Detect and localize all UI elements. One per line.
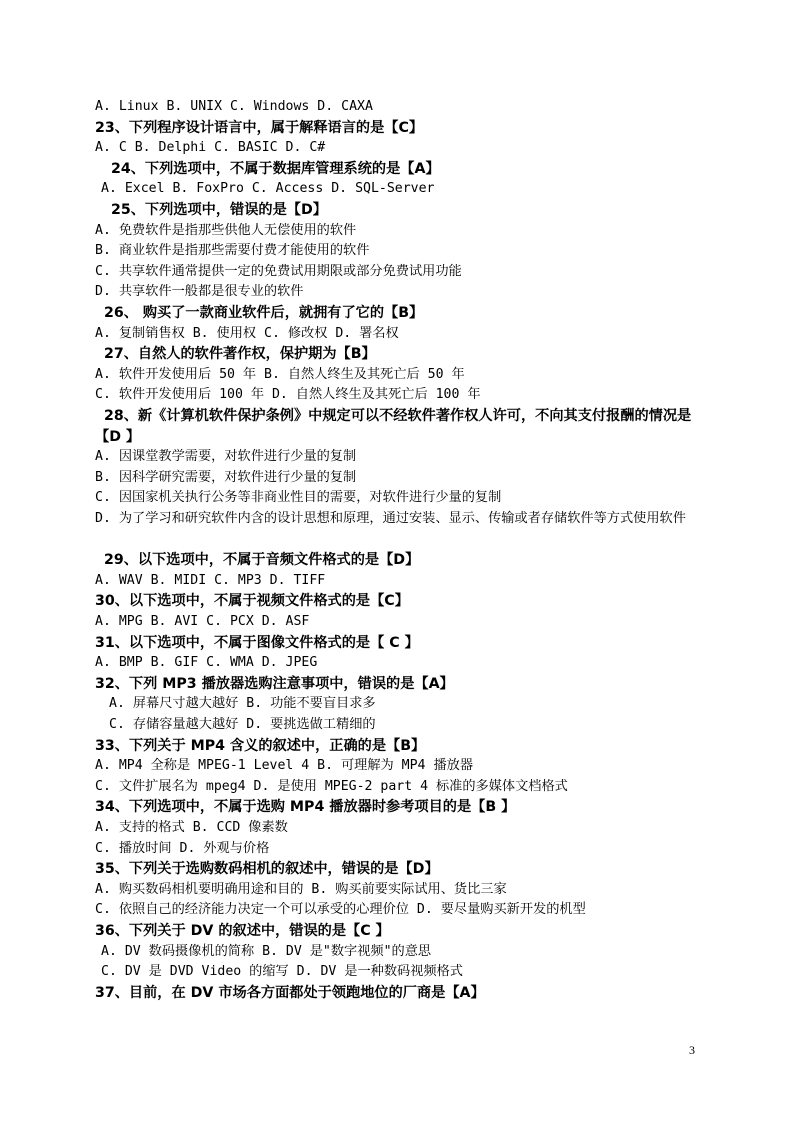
text-line: C. 播放时间 D. 外观与价格	[95, 840, 270, 856]
text-line: A. BMP B. GIF C. WMA D. JPEG	[95, 655, 318, 671]
text-line: A. WAV B. MIDI C. MP3 D. TIFF	[95, 572, 326, 588]
text-line: C. 软件开发使用后 100 年 D. 自然人终生及其死亡后 100 年	[95, 387, 481, 403]
question-line: 34、下列选项中，不属于选购 MP4 播放器时参考项目的是【B 】	[95, 799, 516, 816]
text-line: A. MPG B. AVI C. PCX D. ASF	[95, 614, 310, 629]
text-line: A. 购买数码相机要明确用途和目的 B. 购买前要实际试用、货比三家	[95, 881, 507, 897]
text-line: C. 文件扩展名为 mpeg4 D. 是使用 MPEG-2 part 4 标准的多媒体文档格式	[95, 778, 568, 794]
text-line: A. Excel B. FoxPro C. Access D. SQL-Server	[101, 181, 435, 197]
text-line: C. DV 是 DVD Video 的缩写 D. DV 是一种数码视频格式	[101, 964, 463, 980]
text-line: C. 存储容量越大越好 D. 要挑选做工精细的	[109, 717, 376, 732]
text-line: A. 软件开发使用后 50 年 B. 自然人终生及其死亡后 50 年	[95, 366, 465, 382]
question-line: 37、目前，在 DV 市场各方面都处于领跑地位的厂商是【A】	[95, 984, 485, 1001]
text-line: A. 复制销售权 B. 使用权 C. 修改权 D. 署名权	[95, 325, 399, 341]
question-line: 33、下列关于 MP4 含义的叙述中，正确的是【B】	[95, 737, 426, 754]
text-line: A. C B. Delphi C. BASIC D. C#	[95, 140, 326, 156]
question-line: 29、以下选项中，不属于音频文件格式的是【D】	[104, 552, 420, 569]
text-line: A. MP4 全称是 MPEG-1 Level 4 B. 可理解为 MP4 播放器	[95, 758, 473, 774]
text-line: A. 支持的格式 B. CCD 像素数	[95, 820, 288, 835]
text-line: C. 依照自己的经济能力决定一个可以承受的心理价位 D. 要尽量购买新开发的机型	[95, 902, 586, 918]
question-line: 31、以下选项中，不属于图像文件格式的是【 C 】	[95, 634, 419, 651]
question-line: 32、下列 MP3 播放器选购注意事项中，错误的是【A】	[95, 675, 454, 692]
text-line: C. 因国家机关执行公务等非商业性目的需要，对软件进行少量的复制	[95, 490, 502, 506]
page-number: 3	[689, 1043, 695, 1057]
question-line: 24、下列选项中，不属于数据库管理系统的是【A】	[111, 160, 440, 177]
question-line: 25、下列选项中，错误的是【D】	[111, 202, 327, 218]
question-line: 30、以下选项中，不属于视频文件格式的是【C】	[95, 593, 409, 610]
text-line: B. 因科学研究需要，对软件进行少量的复制	[95, 469, 357, 485]
question-line: 28、新《计算机软件保护条例》中规定可以不经软件著作权人许可，不向其支付报酬的情况是【D 】	[95, 408, 692, 445]
question-line: 23、下列程序设计语言中，属于解释语言的是【C】	[95, 119, 424, 136]
question-line: 35、下列关于选购数码相机的叙述中，错误的是【D】	[95, 861, 439, 878]
question-line: 27、自然人的软件著作权，保护期为【B】	[104, 346, 376, 363]
text-line: A. Linux B. UNIX C. Windows D. CAXA	[95, 99, 373, 114]
text-line: C. 共享软件通常提供一定的免费试用期限或部分免费试用功能	[95, 263, 462, 279]
question-line: 26、 购买了一款商业软件后，就拥有了它的【B】	[104, 305, 424, 321]
text-line: B. 商业软件是指那些需要付费才能使用的软件	[95, 243, 370, 259]
text-line: D. 共享软件一般都是很专业的软件	[95, 284, 304, 300]
question-line: 36、下列关于 DV 的叙述中，错误的是【C 】	[95, 923, 390, 939]
text-line: D. 为了学习和研究软件内含的设计思想和原理，通过安装、显示、传输或者存储软件等方式使用软件	[95, 511, 686, 526]
text-line: A. DV 数码摄像机的简称 B. DV 是"数字视频"的意思	[101, 943, 432, 959]
text-line: A. 免费软件是指那些供他人无偿使用的软件	[95, 222, 357, 238]
text-line: A. 屏幕尺寸越大越好 B. 功能不要盲目求多	[109, 696, 376, 712]
text-line: A. 因课堂教学需要，对软件进行少量的复制	[95, 449, 357, 465]
